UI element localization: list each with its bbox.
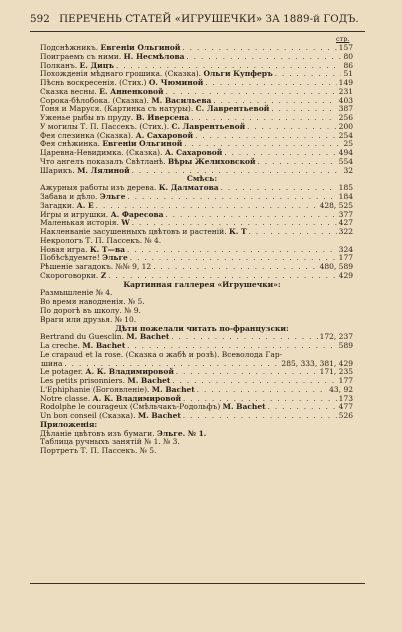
entry-author: А. Сахаровой: [164, 148, 223, 158]
page-ref: 149: [338, 78, 353, 88]
entry-title: Забава и дѣло.: [40, 192, 100, 202]
entry-author: А. К. Владимировой: [85, 367, 174, 377]
entry-title: Скороговорки.: [40, 270, 101, 280]
entry-title: Побѣсѣдуемте!: [40, 253, 103, 263]
section-title: Дѣти пожелали читать по-французски:: [115, 323, 289, 333]
entry-title: Поиграемъ съ ними.: [40, 51, 124, 61]
entry-title: Le potager.: [40, 367, 86, 377]
page-ref: 403: [338, 95, 353, 105]
page-ref: 177: [338, 253, 353, 263]
entry-title: Уженье рыбы въ пруду.: [40, 113, 136, 123]
page-ref: 428, 525: [319, 200, 353, 210]
entry-title: Загадки.: [40, 200, 77, 210]
entry-title: Bertrand du Guesclin.: [40, 332, 127, 342]
entry-author: А. Сахаровой: [135, 130, 194, 140]
leader-dots: [182, 44, 336, 53]
page-ref: 172, 237: [319, 332, 353, 342]
entry-title: Notre classe.: [40, 393, 93, 403]
entry-author: Эльге: [102, 253, 128, 263]
page-ref: 526: [338, 411, 353, 421]
entry-author: К. Далматова: [158, 183, 219, 193]
entry-title: Таблица ручныхъ занятій № 1. № 3.: [40, 437, 180, 447]
entry-author: M. Bachet: [151, 384, 195, 394]
page-ref: 589: [338, 341, 353, 351]
entry-author: М. Васильева: [151, 95, 212, 105]
entry-author: W: [121, 218, 130, 228]
leader-dots: [197, 386, 327, 395]
leader-dots: [172, 377, 336, 386]
leader-dots: [271, 105, 336, 114]
page-ref: 285, 333, 381, 429: [281, 358, 353, 368]
section-title: Картинная галлерея «Игрушечки»:: [123, 279, 281, 289]
entry-title: Царевна-Невидимка. (Сказка).: [40, 148, 165, 158]
entry-title: По дорогѣ въ школу. № 9.: [40, 305, 141, 315]
entry-title: Ажурныя работы изъ дерева.: [40, 183, 159, 193]
entry-author: Ольги Купферъ: [203, 69, 273, 79]
entry-author: А. Фаресова: [110, 209, 164, 219]
entry-author: M. Bachet: [82, 341, 126, 351]
entry-author: Вѣры Желиховской: [167, 156, 256, 166]
leader-dots: [130, 254, 337, 263]
entry-title: Новая игра.: [40, 244, 90, 254]
leader-dots: [166, 211, 337, 220]
page-ref: 322: [338, 227, 353, 237]
entry-title: Размышленіе № 4.: [40, 288, 113, 298]
entry-author: К. Т—ва: [89, 244, 126, 254]
entry-title: Что ангелъ показалъ Свѣтланѣ.: [40, 156, 168, 166]
page-ref: 185: [338, 183, 353, 193]
page-ref: 231: [338, 86, 353, 96]
entry-title: Похожденія мѣднаго грошика. (Сказка).: [40, 69, 204, 79]
page-ref: 494: [338, 148, 353, 158]
page-title: ПЕРЕЧЕНЬ СТАТЕЙ «ИГРУШЕЧКИ» ЗА 1889-й ГОДЪ.: [59, 13, 359, 25]
entry-title: Игры и игрушки.: [40, 209, 111, 219]
entry-author: С. Лаврентьевой: [195, 104, 270, 114]
leader-dots: [205, 79, 336, 88]
page-ref: 173: [338, 393, 353, 403]
entry-title: У могилы Т. П. Пассекъ. (Стих.).: [40, 121, 172, 131]
entry-author: Е. Дицъ: [79, 60, 114, 70]
entry-title: Накленваніе засушенныхъ цвѣтовъ и растеній.: [40, 227, 229, 237]
page-ref: 256: [338, 113, 353, 123]
entry-title: Сорока-бѣлобока. (Сказка).: [40, 95, 152, 105]
table-of-contents: [31, 44, 353, 456]
entry-title: Les petits prisonniers.: [40, 376, 128, 386]
entry-title: Rodolphe le courageux (Смѣльчакъ-Родольфъ): [40, 402, 223, 412]
entry-title: Маленькая исторія.: [40, 218, 122, 228]
entry-title: Un bon conseil (Сказка).: [40, 411, 138, 421]
section-title: Приложенія:: [40, 419, 98, 429]
entry-author: M. Bachet: [137, 411, 181, 421]
entry-title: Сказка весны.: [40, 86, 100, 96]
entry-author: Эльге. № 1.: [156, 428, 207, 438]
page-ref: 477: [338, 402, 353, 412]
entry-title: Пѣснь воскресенія. (Стих.): [40, 78, 149, 88]
leader-dots: [153, 263, 317, 272]
page-header: [30, 13, 372, 25]
leader-dots: [258, 158, 337, 167]
entry-author: С. Лаврентьевой: [171, 121, 246, 131]
entry-author: В. Иверсена: [135, 113, 190, 123]
leader-dots: [127, 246, 337, 255]
leader-dots: [268, 403, 337, 412]
entry-author: Эльге: [99, 192, 126, 202]
leader-dots: [195, 132, 337, 141]
leader-dots: [176, 368, 318, 377]
leader-dots: [171, 333, 317, 342]
entry-title: Подснѣжникъ.: [40, 43, 101, 52]
page-ref: 86: [343, 60, 353, 70]
entry-author: M. Bachet: [127, 376, 171, 386]
entry-author: К. Т: [228, 227, 247, 237]
page-ref: 80: [343, 51, 353, 61]
page-ref: 429: [338, 270, 353, 280]
page-ref: 324: [338, 244, 353, 254]
page-ref: 377: [338, 209, 353, 219]
page-ref: 387: [338, 104, 353, 114]
footer-rule: [30, 583, 365, 584]
page-ref: 157: [338, 43, 353, 52]
page-ref: 200: [338, 121, 353, 131]
entry-title: Шарикъ.: [40, 165, 78, 175]
leader-dots: [249, 228, 337, 237]
page-ref: 184: [338, 192, 353, 202]
entry-title: Le crapaud et la rose. (Сказка о жабѣ и розѣ). Всеволода Гар-: [40, 349, 283, 359]
entry-title: L'Ephiphanie (Богоявленіе).: [40, 384, 152, 394]
page-ref: 427: [338, 218, 353, 228]
page-ref: 25: [343, 139, 353, 149]
entry-title: Тоня и Маруся. (Картинка съ натуры).: [40, 104, 196, 114]
entry-title: Враги или друзья. № 10.: [40, 314, 137, 324]
page-ref: 177: [338, 376, 353, 386]
entry-author: Евгеніи Ольгиной: [102, 139, 183, 149]
leader-dots: [221, 184, 337, 193]
section-title: Смѣсь:: [186, 174, 218, 184]
leader-dots: [275, 70, 342, 79]
entry-title: Фея слезинка (Сказка).: [40, 130, 136, 140]
entry-author: M. Bachet: [222, 402, 266, 412]
entry-title: La creche.: [40, 341, 83, 351]
page-ref: 51: [343, 69, 353, 79]
page-ref: 43, 92: [329, 384, 353, 394]
page-ref: 32: [343, 165, 353, 175]
leader-dots: [187, 53, 342, 62]
page-number: 592: [30, 13, 50, 25]
entry-author: Z: [100, 270, 107, 280]
page-ref: 171, 235: [319, 367, 353, 377]
page-ref: 480, 589: [319, 262, 353, 272]
entry-title: Полканъ.: [40, 60, 80, 70]
entry-author: А. Е: [76, 200, 94, 210]
leader-dots: [128, 193, 337, 202]
entry-title: Некрологъ Т. П. Пассекъ. № 4.: [40, 235, 162, 245]
entry-title: Портретъ Т. П. Пассекъ. № 5.: [40, 446, 157, 456]
leader-dots: [183, 412, 337, 421]
entry-title: Во время наводненія. № 5.: [40, 297, 145, 307]
entry-author: Н. Несмѣлова: [123, 51, 185, 61]
entry-title: Фея снѣжинка.: [40, 139, 103, 149]
entry-author: М. Лялиной: [77, 165, 130, 175]
entry-author: M. Bachet: [126, 332, 170, 342]
page-column-label: стр.: [336, 35, 350, 43]
entry-author: О. Чюминой: [148, 78, 204, 88]
page-ref: 554: [338, 156, 353, 166]
list-item: [31, 447, 353, 456]
entry-title: Рѣшеніе загадокъ. №№ 9, 12: [40, 262, 152, 272]
header-rule: [30, 31, 365, 32]
leader-dots: [132, 167, 342, 176]
entry-title: шина: [41, 358, 63, 368]
leader-dots: [247, 123, 337, 132]
entry-author: Е. Анненковой: [99, 86, 164, 96]
page-ref: 254: [338, 130, 353, 140]
entry-author: А. К. Владимировой: [92, 393, 182, 403]
entry-title: Дѣланіе цвѣтовъ изъ бумаги.: [40, 428, 157, 438]
entry-author: Евгеніи Ольгиной: [100, 43, 181, 52]
